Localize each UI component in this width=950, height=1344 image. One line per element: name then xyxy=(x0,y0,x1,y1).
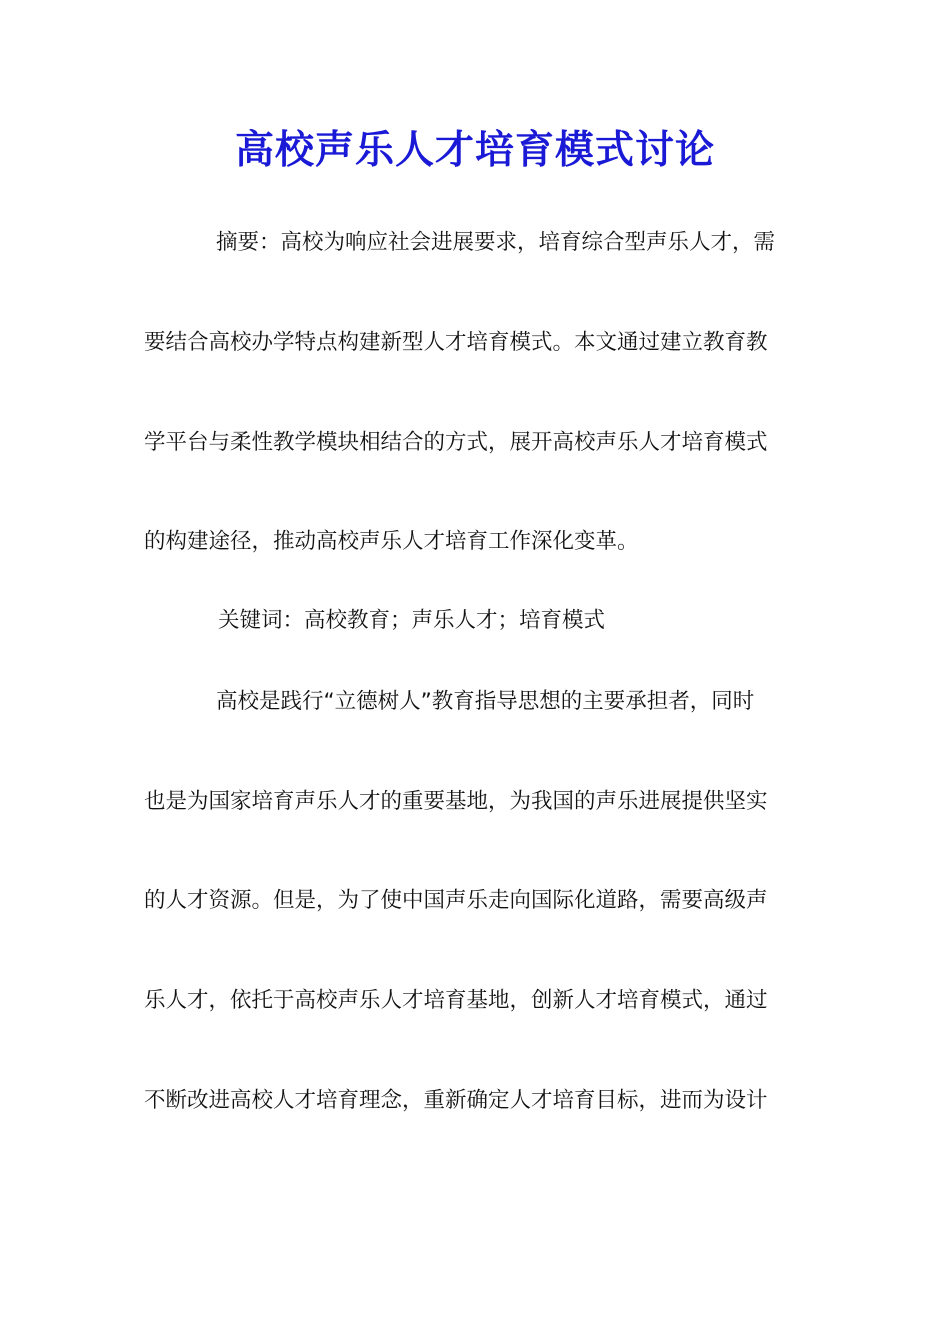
body-line-5: 不断改进高校人才培育理念，重新确定人才培育目标，进而为设计 xyxy=(144,1088,768,1113)
body-line-3: 的人才资源。但是，为了使中国声乐走向国际化道路，需要高级声 xyxy=(144,888,768,913)
abstract-line-2: 要结合高校办学特点构建新型人才培育模式。本文通过建立教育教 xyxy=(144,330,768,355)
keywords-line: 关键词：高校教育；声乐人才；培育模式 xyxy=(218,608,606,633)
abstract-line-3: 学平台与柔性教学模块相结合的方式，展开高校声乐人才培育模式 xyxy=(144,430,768,455)
body-line-1: 高校是践行“立德树人”教育指导思想的主要承担者，同时 xyxy=(216,689,755,714)
abstract-line-4: 的构建途径，推动高校声乐人才培育工作深化变革。 xyxy=(144,529,639,554)
document-title: 高校声乐人才培育模式讨论 xyxy=(234,127,715,173)
abstract-line-1: 摘要：高校为响应社会进展要求，培育综合型声乐人才，需 xyxy=(216,230,776,255)
body-line-2: 也是为国家培育声乐人才的重要基地，为我国的声乐进展提供坚实 xyxy=(144,789,768,814)
body-line-4: 乐人才，依托于高校声乐人才培育基地，创新人才培育模式，通过 xyxy=(144,988,768,1013)
